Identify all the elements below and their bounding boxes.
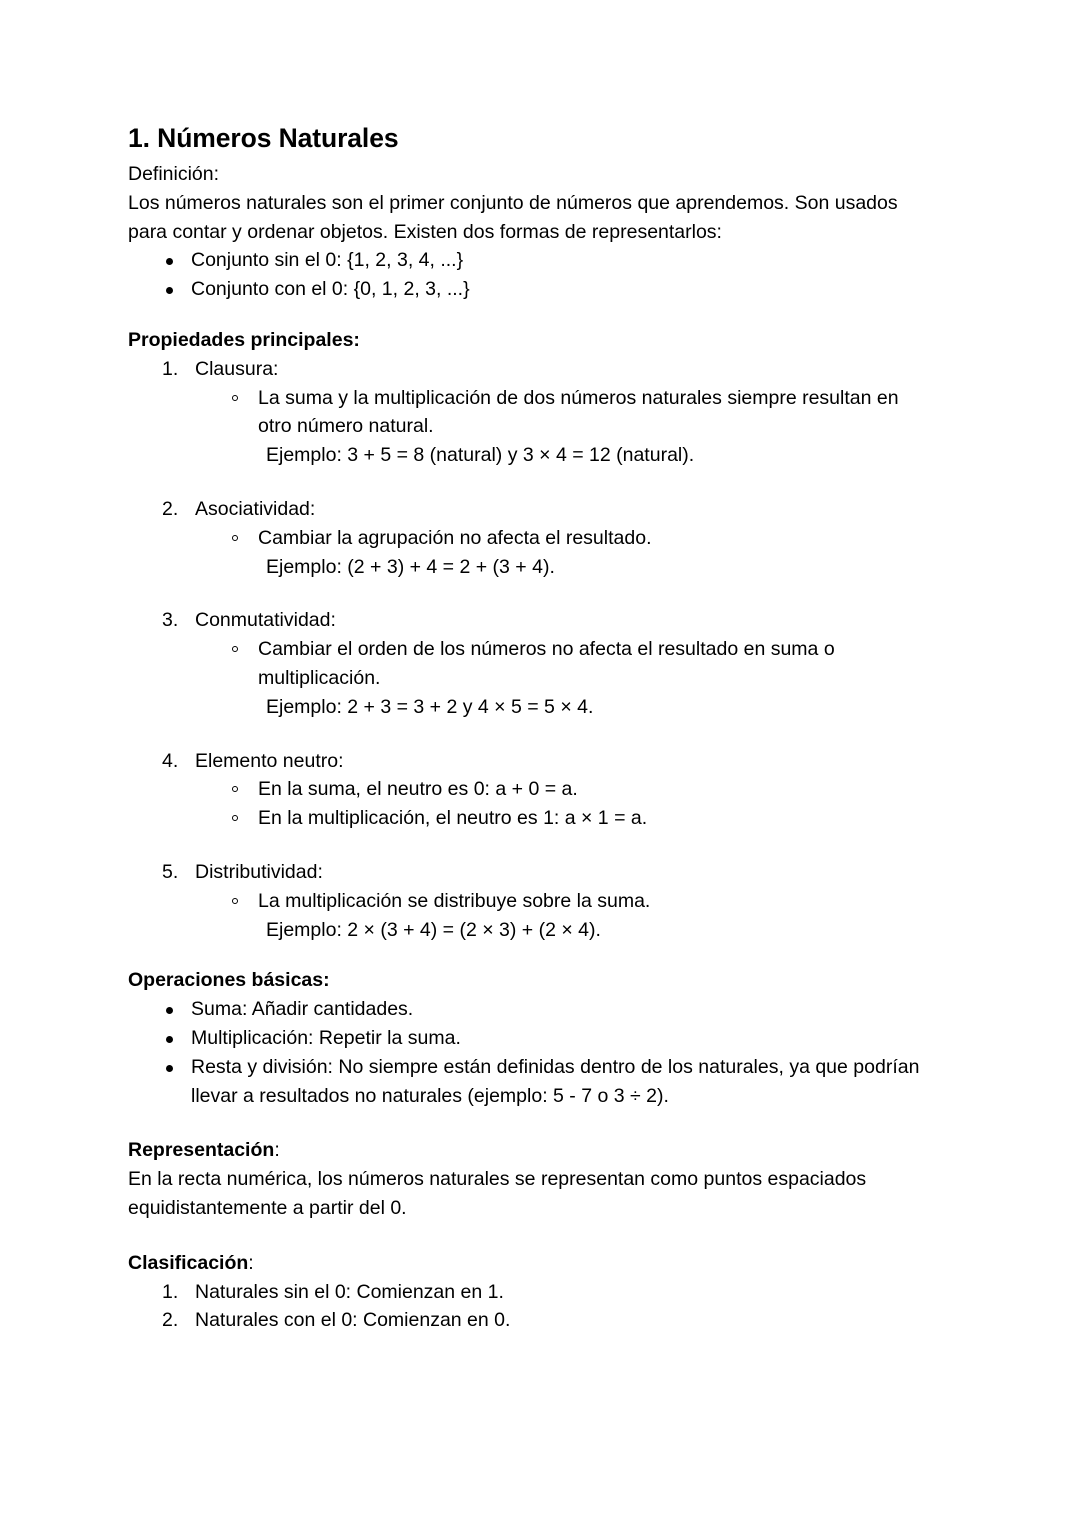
- list-item: La multiplicación se distribuye sobre la suma.: [195, 887, 925, 916]
- classification-heading: [128, 1249, 925, 1278]
- list-item: Conjunto con el 0: {0, 1, 2, 3, ...}: [128, 275, 925, 304]
- representation-heading-text: Representación: [128, 1139, 275, 1162]
- classification-list: [128, 1278, 925, 1336]
- list-item: En la suma, el neutro es 0: a + 0 = a.: [195, 775, 925, 804]
- property-title: Conmutatividad:: [195, 609, 336, 632]
- property-title: Elemento neutro:: [195, 749, 344, 772]
- list-item: Conjunto sin el 0: {1, 2, 3, 4, ...}: [128, 246, 925, 275]
- property-item-asociatividad: [128, 495, 925, 581]
- list-item: En la multiplicación, el neutro es 1: a × 1 = a.: [195, 804, 925, 833]
- spacer: [128, 1223, 925, 1249]
- property-item-distributividad: [128, 858, 925, 944]
- property-example: Ejemplo: 2 × (3 + 4) = (2 × 3) + (2 × 4).: [266, 918, 601, 941]
- property-title: Asociatividad:: [195, 497, 316, 520]
- classification-heading-text: Clasificación: [128, 1251, 249, 1274]
- property-example: Ejemplo: 3 + 5 = 8 (natural) y 3 × 4 = 12 (natural).: [266, 444, 695, 467]
- property-item-clausura: [128, 355, 925, 470]
- representation-body: En la recta numérica, los números naturales se representan como puntos espaciados equidistantemente a partir del 0.: [128, 1168, 867, 1219]
- list-item: Cambiar la agrupación no afecta el resultado.: [195, 524, 925, 553]
- property-example: Ejemplo: (2 + 3) + 4 = 2 + (3 + 4).: [266, 555, 555, 578]
- properties-list: [128, 355, 925, 945]
- classification-heading-colon: :: [248, 1251, 254, 1274]
- property-subitem-list: [195, 635, 925, 693]
- property-title: Distributividad:: [195, 860, 323, 883]
- definition-heading: Definición:: [128, 163, 220, 185]
- property-subitem-list: [195, 524, 925, 553]
- spacer: [128, 944, 925, 966]
- operations-list: [128, 995, 925, 1110]
- property-subitem-list: [195, 384, 925, 442]
- properties-heading: Propiedades principales:: [128, 328, 360, 351]
- property-item-elemento-neutro: [128, 747, 925, 833]
- definition-bullet-list: [128, 246, 925, 304]
- list-item: La suma y la multiplicación de dos números naturales siempre resultan en otro número natural.: [195, 384, 925, 442]
- representation-heading: [128, 1136, 925, 1165]
- representation-heading-colon: :: [274, 1139, 280, 1162]
- list-item: Resta y división: No siempre están definidas dentro de los naturales, ya que podrían llevar a resultados no naturales (ejemplo: 5 - 7 o 3 ÷ 2).: [128, 1053, 925, 1111]
- spacer: [128, 304, 925, 326]
- property-subitem-list: [195, 775, 925, 833]
- list-item: Naturales sin el 0: Comienzan en 1.: [195, 1280, 504, 1303]
- property-subitem-list: [195, 887, 925, 916]
- property-example: Ejemplo: 2 + 3 = 3 + 2 y 4 × 5 = 5 × 4.: [266, 695, 594, 718]
- list-item: Multiplicación: Repetir la suma.: [128, 1024, 925, 1053]
- spacer: [128, 1110, 925, 1136]
- list-item: Cambiar el orden de los números no afecta el resultado en suma o multiplicación.: [195, 635, 925, 693]
- document-content: [128, 122, 925, 1335]
- list-item: Suma: Añadir cantidades.: [128, 995, 925, 1024]
- property-item-conmutatividad: [128, 606, 925, 721]
- definition-body: Los números naturales son el primer conjunto de números que aprendemos. Son usados para contar y ordenar objetos. Existen dos formas de representarlos:: [128, 191, 898, 243]
- list-item: Naturales con el 0: Comienzan en 0.: [195, 1309, 511, 1332]
- operations-heading: Operaciones básicas:: [128, 969, 330, 992]
- page-title: 1. Números Naturales: [128, 123, 399, 153]
- property-title: Clausura:: [195, 357, 279, 380]
